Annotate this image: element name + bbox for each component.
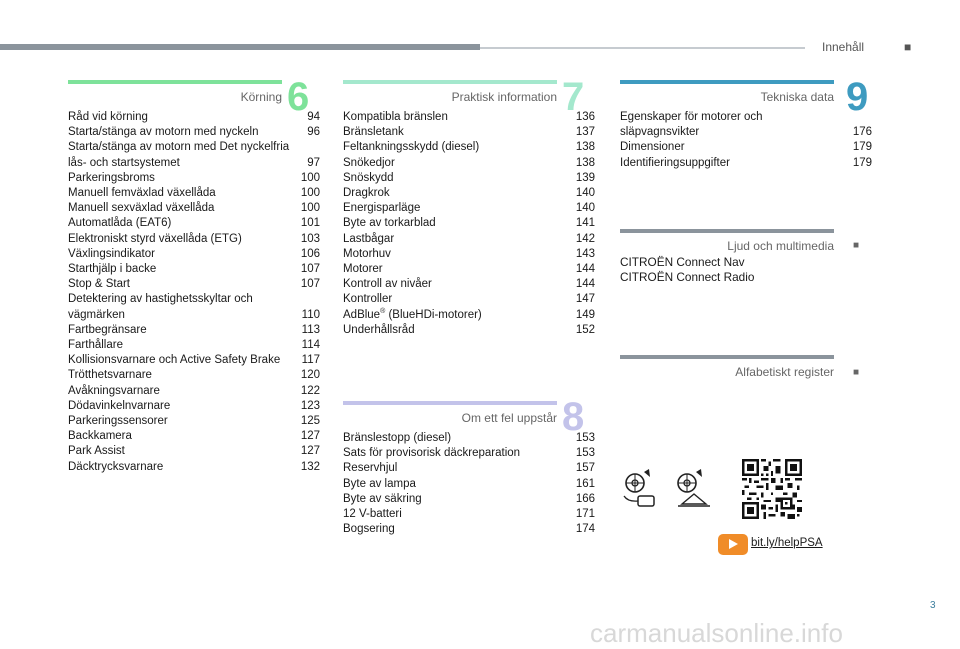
section-8-header bbox=[343, 401, 557, 427]
toc-entry-label: Trötthetsvarnare bbox=[68, 369, 152, 382]
section-8-bar bbox=[343, 401, 557, 405]
toc-entry-label: CITROËN Connect Radio bbox=[620, 270, 755, 285]
help-link[interactable]: bit.ly/helpPSA bbox=[751, 537, 823, 549]
toc-entry[interactable] bbox=[620, 140, 872, 155]
toc-entry[interactable] bbox=[343, 262, 595, 277]
section-9-header bbox=[620, 80, 834, 106]
toc-entry-page: 152 bbox=[575, 323, 595, 336]
toc-entry[interactable] bbox=[343, 461, 595, 476]
toc-entry-page: 140 bbox=[575, 202, 595, 215]
toc-entry-label: Backkamera bbox=[68, 430, 132, 443]
toc-entry-label: Dödavinkelnvarnare bbox=[68, 399, 171, 412]
spare-wheel-jack-icon bbox=[672, 468, 714, 512]
toc-entry-label: Kontroller bbox=[343, 293, 393, 306]
toc-entry-label: Starthjälp i backe bbox=[68, 263, 157, 276]
section-8-list bbox=[343, 431, 595, 537]
toc-entry[interactable] bbox=[343, 247, 595, 262]
toc-entry[interactable] bbox=[343, 201, 595, 216]
page-title: Innehåll bbox=[822, 40, 865, 54]
toc-entry-page: 103 bbox=[300, 232, 320, 245]
toc-entry-page: 153 bbox=[575, 447, 595, 460]
toc-entry-label: Avåkningsvarnare bbox=[68, 384, 160, 397]
header-bar-thin bbox=[480, 47, 805, 49]
toc-entry-label: Snöskydd bbox=[343, 171, 394, 184]
toc-entry-page: 143 bbox=[575, 247, 595, 260]
section-6-list bbox=[68, 110, 320, 475]
toc-entry-label: Byte av lampa bbox=[343, 477, 416, 490]
section-7-number: 7 bbox=[562, 75, 585, 119]
index-section-bar bbox=[620, 355, 834, 359]
toc-entry[interactable] bbox=[343, 323, 595, 338]
toc-entry[interactable] bbox=[68, 216, 320, 231]
toc-entry[interactable] bbox=[343, 156, 595, 171]
toc-entry-label: Dimensioner bbox=[620, 141, 685, 154]
toc-entry[interactable] bbox=[68, 460, 320, 475]
toc-entry[interactable] bbox=[68, 171, 320, 186]
toc-entry-page: 153 bbox=[575, 432, 595, 444]
toc-entry-page: 101 bbox=[300, 217, 320, 230]
section-8-title: Om ett fel uppstår bbox=[461, 411, 557, 425]
toc-entry-page: 142 bbox=[575, 232, 595, 245]
audio-section-title: Ljud och multimedia bbox=[727, 239, 834, 253]
toc-entry[interactable] bbox=[343, 292, 595, 307]
watermark: carmanualsonline.info bbox=[590, 618, 843, 648]
toc-entry[interactable] bbox=[68, 353, 320, 368]
toc-entry-page: 100 bbox=[300, 187, 320, 200]
toc-entry[interactable] bbox=[343, 186, 595, 201]
toc-entry[interactable] bbox=[68, 262, 320, 277]
toc-entry-page: 117 bbox=[301, 354, 320, 367]
section-9-number: 9 bbox=[846, 75, 869, 119]
toc-entry-page: 147 bbox=[575, 293, 595, 306]
toc-entry[interactable] bbox=[68, 399, 320, 414]
toc-entry-page: 161 bbox=[575, 477, 595, 490]
toc-entry[interactable] bbox=[343, 216, 595, 231]
toc-entry-label: Byte av torkarblad bbox=[343, 217, 436, 230]
section-7-list bbox=[343, 110, 595, 338]
toc-entry-page: 141 bbox=[575, 217, 595, 230]
toc-entry-label: Manuell femväxlad växellåda bbox=[68, 187, 216, 200]
toc-entry-label: Automatlåda (EAT6) bbox=[68, 217, 172, 230]
audio-section-bar bbox=[620, 229, 834, 233]
toc-entry[interactable] bbox=[343, 140, 595, 155]
toc-entry[interactable] bbox=[620, 255, 840, 270]
toc-entry-label: Feltankningsskydd (diesel) bbox=[343, 141, 480, 154]
section-9-list bbox=[620, 110, 872, 171]
toc-entry-page: 136 bbox=[575, 111, 595, 123]
toc-entry-label: Bränslestopp (diesel) bbox=[343, 432, 452, 444]
toc-entry-page: 96 bbox=[307, 126, 320, 139]
toc-entry-label: Motorer bbox=[343, 263, 383, 276]
toc-entry-page: 127 bbox=[300, 445, 320, 458]
toc-entry-label: Detektering av hastighetsskyltar och vägmärken bbox=[68, 293, 253, 321]
toc-entry[interactable] bbox=[343, 507, 595, 522]
toc-entry-page: 140 bbox=[575, 187, 595, 200]
toc-entry-label: Växlingsindikator bbox=[68, 247, 155, 260]
toc-entry[interactable] bbox=[343, 110, 595, 125]
toc-entry[interactable] bbox=[68, 384, 320, 399]
toc-entry[interactable] bbox=[68, 368, 320, 383]
toc-entry-label: Däcktrycksvarnare bbox=[68, 460, 164, 473]
toc-entry-page: 132 bbox=[300, 460, 320, 473]
toc-entry[interactable] bbox=[620, 156, 872, 171]
toc-entry-page: 144 bbox=[575, 263, 595, 276]
toc-entry-label: Stop & Start bbox=[68, 278, 131, 291]
section-6-number: 6 bbox=[287, 75, 310, 119]
index-section-header bbox=[620, 355, 834, 381]
toc-entry-page: 107 bbox=[300, 263, 320, 276]
toc-entry-page: 157 bbox=[575, 462, 595, 475]
toc-entry[interactable] bbox=[68, 429, 320, 444]
toc-entry[interactable] bbox=[343, 171, 595, 186]
toc-entry[interactable] bbox=[68, 444, 320, 459]
toc-entry-label: Underhållsråd bbox=[343, 323, 415, 336]
toc-entry-page: 127 bbox=[300, 430, 320, 443]
toc-entry-page: 110 bbox=[301, 308, 320, 321]
toc-entry-label: Snökedjor bbox=[343, 156, 395, 169]
toc-entry[interactable] bbox=[68, 277, 320, 292]
section-7-header bbox=[343, 80, 557, 106]
toc-entry-page: 144 bbox=[575, 278, 595, 291]
toc-entry[interactable] bbox=[343, 522, 595, 537]
toc-entry-label: Kontroll av nivåer bbox=[343, 278, 432, 291]
toc-entry[interactable] bbox=[343, 277, 595, 292]
toc-entry[interactable] bbox=[68, 338, 320, 353]
section-6-title: Körning bbox=[240, 90, 282, 104]
index-section-title: Alfabetiskt register bbox=[735, 365, 834, 379]
toc-entry-label: Elektroniskt styrd växellåda (ETG) bbox=[68, 232, 242, 245]
section-6-header bbox=[68, 80, 282, 106]
toc-entry[interactable] bbox=[620, 110, 872, 140]
toc-entry-page: 114 bbox=[301, 339, 320, 352]
toc-entry-label: Park Assist bbox=[68, 445, 125, 458]
tyre-repair-kit-icon bbox=[618, 468, 660, 512]
toc-entry-page: 113 bbox=[301, 323, 320, 336]
toc-entry-label: Starta/stänga av motorn med nyckeln bbox=[68, 126, 259, 139]
toc-entry-page: 94 bbox=[307, 111, 320, 123]
toc-entry-page: 137 bbox=[575, 126, 595, 139]
toc-entry-label: Kollisionsvarnare och Active Safety Brake bbox=[68, 354, 281, 367]
toc-entry[interactable] bbox=[68, 201, 320, 216]
toc-entry-page: 174 bbox=[575, 523, 595, 536]
toc-entry[interactable] bbox=[68, 125, 320, 140]
toc-entry-label: Identifieringsuppgifter bbox=[620, 156, 730, 169]
toc-entry[interactable] bbox=[68, 110, 320, 125]
toc-entry-label: Parkeringssensorer bbox=[68, 415, 168, 428]
audio-section-header bbox=[620, 229, 834, 255]
toc-entry-page: 171 bbox=[575, 508, 595, 521]
toc-entry[interactable] bbox=[68, 186, 320, 201]
index-section-bullet: ■ bbox=[853, 367, 860, 378]
toc-entry[interactable] bbox=[620, 270, 840, 285]
toc-entry-label: AdBlue® (BlueHDi-motorer) bbox=[343, 307, 482, 321]
toc-entry[interactable] bbox=[68, 292, 320, 322]
toc-entry[interactable] bbox=[68, 140, 320, 170]
audio-section-bullet: ■ bbox=[853, 240, 860, 251]
toc-entry[interactable] bbox=[343, 125, 595, 140]
toc-entry[interactable] bbox=[343, 446, 595, 461]
toc-entry-page: 179 bbox=[852, 141, 872, 154]
section-7-bar bbox=[343, 80, 557, 84]
toc-entry-label: Manuell sexväxlad växellåda bbox=[68, 202, 215, 215]
toc-entry-page: 138 bbox=[575, 156, 595, 169]
toc-entry-label: Energisparläge bbox=[343, 202, 421, 215]
header-bar bbox=[0, 44, 480, 50]
toc-entry-page: 120 bbox=[300, 369, 320, 382]
toc-entry-page: 166 bbox=[575, 492, 595, 505]
toc-entry-label: Starta/stänga av motorn med Det nyckelfria lås- och startsystemet bbox=[68, 141, 290, 169]
toc-entry-page: 106 bbox=[300, 247, 320, 260]
section-6-bar bbox=[68, 80, 282, 84]
toc-entry[interactable] bbox=[343, 492, 595, 507]
toc-entry-page: 100 bbox=[300, 171, 320, 184]
toc-entry-page: 107 bbox=[300, 278, 320, 291]
toc-entry[interactable] bbox=[343, 308, 595, 323]
toc-entry-page: 138 bbox=[575, 141, 595, 154]
toc-entry-label: Parkeringsbroms bbox=[68, 171, 155, 184]
toc-entry[interactable] bbox=[343, 477, 595, 492]
toc-entry-label: Reservhjul bbox=[343, 462, 398, 475]
toc-entry-label: Sats för provisorisk däckreparation bbox=[343, 447, 521, 460]
toc-entry[interactable] bbox=[68, 247, 320, 262]
section-9-bar bbox=[620, 80, 834, 84]
toc-entry-label: Dragkrok bbox=[343, 187, 390, 200]
toc-entry-label: Kompatibla bränslen bbox=[343, 111, 448, 123]
toc-entry-page: 125 bbox=[300, 415, 320, 428]
section-8-number: 8 bbox=[562, 395, 585, 439]
toc-entry[interactable] bbox=[68, 232, 320, 247]
audio-section-list bbox=[620, 255, 840, 285]
toc-entry-page: 176 bbox=[852, 126, 872, 139]
toc-entry-page: 123 bbox=[300, 399, 320, 412]
section-7-title: Praktisk information bbox=[451, 90, 557, 104]
toc-entry-label: Egenskaper för motorer och släpvagnsvikter bbox=[620, 111, 763, 139]
section-9-title: Tekniska data bbox=[760, 90, 834, 104]
toc-entry[interactable] bbox=[68, 323, 320, 338]
toc-entry[interactable] bbox=[343, 431, 595, 446]
toc-entry-page: 100 bbox=[300, 202, 320, 215]
toc-entry-label: Bogsering bbox=[343, 523, 395, 536]
toc-entry-label: CITROËN Connect Nav bbox=[620, 255, 745, 269]
video-play-icon[interactable] bbox=[718, 534, 748, 555]
toc-entry[interactable] bbox=[343, 232, 595, 247]
toc-entry-label: Råd vid körning bbox=[68, 111, 148, 123]
toc-entry-page: 149 bbox=[575, 308, 595, 321]
toc-entry-label: Farthållare bbox=[68, 339, 123, 352]
qr-code[interactable] bbox=[742, 459, 802, 519]
toc-entry[interactable] bbox=[68, 414, 320, 429]
toc-entry-page: 122 bbox=[300, 384, 320, 397]
toc-entry-label: Lastbågar bbox=[343, 232, 395, 245]
toc-entry-label: Bränsletank bbox=[343, 126, 404, 139]
toc-entry-label: Motorhuv bbox=[343, 247, 391, 260]
toc-entry-page: 139 bbox=[575, 171, 595, 184]
page-number: 3 bbox=[930, 600, 936, 611]
toc-entry-label: 12 V-batteri bbox=[343, 508, 402, 521]
toc-entry-page: 97 bbox=[307, 156, 320, 169]
toc-entry-label: Fartbegränsare bbox=[68, 323, 147, 336]
header-bullet: ■ bbox=[904, 40, 912, 54]
toc-entry-page: 179 bbox=[852, 156, 872, 169]
toc-entry-label: Byte av säkring bbox=[343, 492, 422, 505]
